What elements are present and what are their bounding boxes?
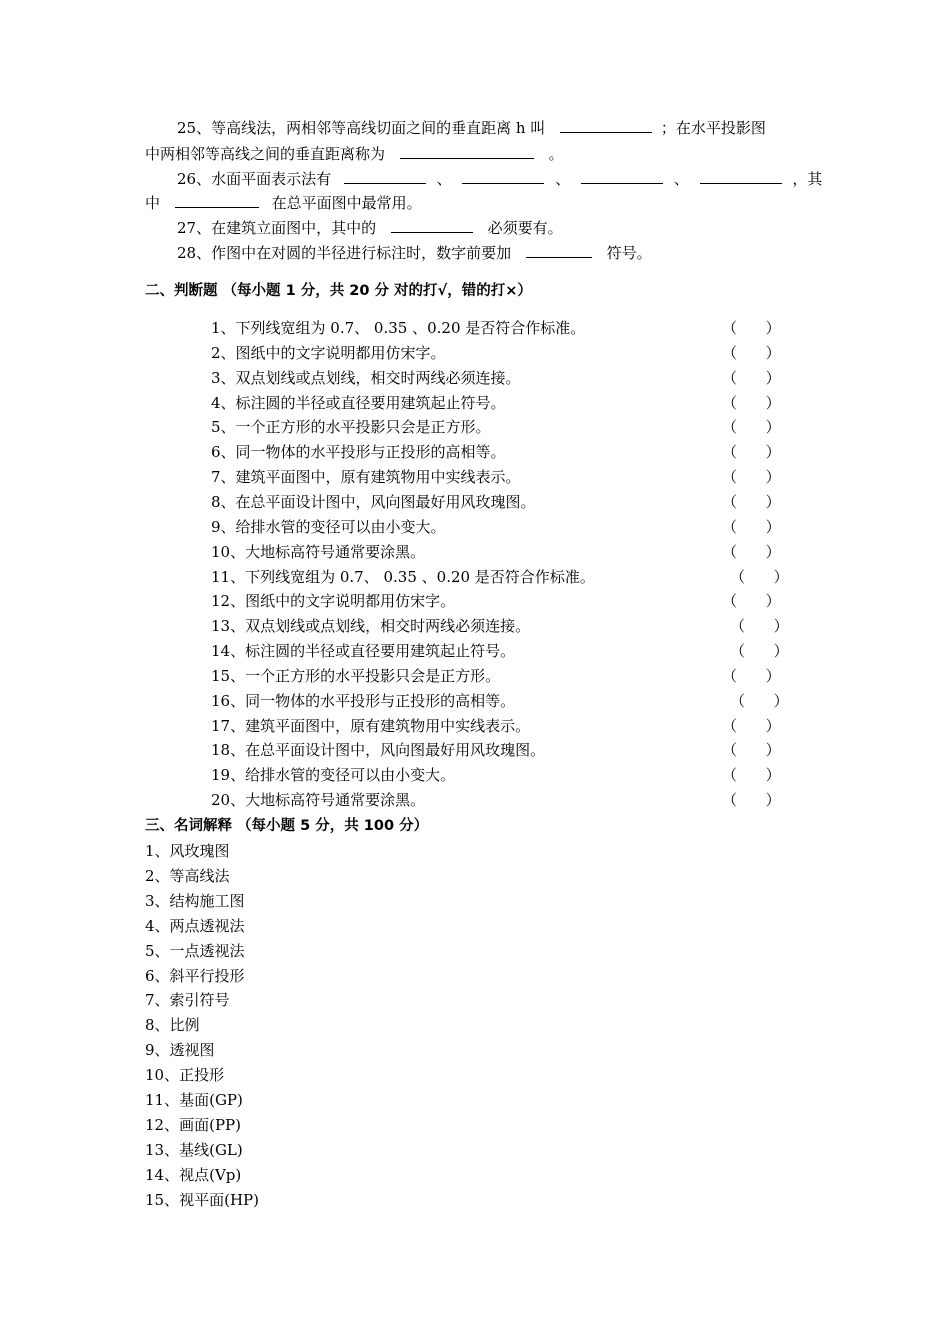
answer-parentheses[interactable]: （ ）: [722, 666, 781, 685]
answer-parentheses[interactable]: （ ）: [722, 393, 781, 412]
q28-text2: 符号。: [606, 244, 652, 262]
q25-blank2[interactable]: [400, 144, 534, 159]
q26-text2: ，其: [792, 170, 823, 188]
judgment-item: 16、同一物体的水平投形与正投形的高相等。: [211, 691, 516, 710]
judgment-item: 4、标注圆的半径或直径要用建筑起止符号。: [211, 393, 506, 412]
q26-text1: 26、水面平面表示法有: [177, 170, 332, 188]
q26-blank5[interactable]: [175, 193, 259, 208]
q26-text4: 在总平面图中最常用。: [271, 194, 422, 212]
term-item: 5、一点透视法: [145, 941, 245, 960]
answer-parentheses[interactable]: （ ）: [722, 766, 781, 785]
judgment-item: 17、建筑平面图中，原有建筑物用中实线表示。: [211, 716, 531, 735]
term-item: 10、正投形: [145, 1066, 225, 1085]
term-item: 3、结构施工图: [145, 891, 245, 910]
judgment-item: 9、给排水管的变径可以由小变大。: [211, 517, 446, 536]
q27-blank[interactable]: [391, 218, 473, 233]
judgment-item: 18、在总平面设计图中，风向图最好用风玫瑰图。: [211, 741, 546, 760]
q25-text3: 中两相邻等高线之间的垂直距离称为: [145, 145, 386, 163]
term-item: 11、基面(GP): [145, 1091, 243, 1109]
q27-text1: 27、在建筑立面图中，其中的: [177, 219, 377, 237]
judgment-item: 1、下列线宽组为 0.7、 0.35 、0.20 是否符合作标准。: [211, 319, 586, 337]
judgment-item: 13、双点划线或点划线，相交时两线必须连接。: [211, 617, 531, 636]
answer-parentheses[interactable]: （ ）: [730, 642, 789, 661]
judgment-item: 20、大地标高符号通常要涂黑。: [211, 791, 426, 810]
term-item: 14、视点(Vp): [145, 1165, 242, 1184]
q26-blank1[interactable]: [344, 169, 426, 184]
judgment-item: 10、大地标高符号通常要涂黑。: [211, 542, 426, 561]
q28-text1: 28、作图中在对圆的半径进行标注时，数字前要加: [177, 244, 512, 262]
answer-parentheses[interactable]: （ ）: [722, 343, 781, 362]
q26-sep2: 、: [555, 170, 571, 188]
term-item: 13、基线(GL): [145, 1140, 243, 1159]
judgment-item: 19、给排水管的变径可以由小变大。: [211, 766, 456, 785]
term-item: 4、两点透视法: [145, 916, 245, 935]
answer-parentheses[interactable]: （ ）: [722, 791, 781, 810]
answer-parentheses[interactable]: （ ）: [730, 567, 789, 586]
q25-text4: 。: [548, 145, 564, 163]
q28-line: [177, 243, 652, 263]
answer-parentheses[interactable]: （ ）: [722, 716, 781, 735]
term-item: 15、视平面(HP): [145, 1190, 259, 1209]
answer-parentheses[interactable]: （ ）: [722, 418, 781, 437]
answer-parentheses[interactable]: （ ）: [722, 468, 781, 487]
q25-text2: ；在水平投影图: [660, 119, 766, 137]
section2-title: 二、判断题 （每小题 1 分，共 20 分 对的打√，错的打×）: [145, 283, 532, 299]
term-item: 9、透视图: [145, 1041, 215, 1060]
judgment-item: 2、图纸中的文字说明都用仿宋字。: [211, 343, 446, 362]
term-item: 8、比例: [145, 1016, 200, 1035]
judgment-item: 5、一个正方形的水平投影只会是正方形。: [211, 418, 491, 437]
q28-blank[interactable]: [526, 243, 592, 258]
term-item: 1、风玫瑰图: [145, 842, 230, 860]
answer-parentheses[interactable]: （ ）: [722, 517, 781, 536]
term-item: 2、等高线法: [145, 866, 230, 885]
answer-parentheses[interactable]: （ ）: [722, 741, 781, 760]
answer-parentheses[interactable]: （ ）: [722, 592, 781, 611]
answer-parentheses[interactable]: （ ）: [722, 542, 781, 561]
term-item: 6、斜平行投形: [145, 966, 245, 985]
q26-sep3: 、: [673, 170, 689, 188]
judgment-item: 3、双点划线或点划线，相交时两线必须连接。: [211, 368, 521, 387]
answer-parentheses[interactable]: （ ）: [730, 617, 789, 636]
q27-text2: 必须要有。: [487, 219, 563, 237]
answer-parentheses[interactable]: （ ）: [722, 368, 781, 387]
q26-sep1: 、: [436, 170, 452, 188]
q25-line2: [145, 144, 564, 164]
q25-line1: [177, 118, 766, 138]
term-item: 12、画面(PP): [145, 1115, 241, 1134]
answer-parentheses[interactable]: （ ）: [730, 691, 789, 710]
q25-text1: 25、等高线法，两相邻等高线切面之间的垂直距离 h 叫: [177, 119, 546, 137]
judgment-item: 6、同一物体的水平投形与正投形的高相等。: [211, 443, 506, 462]
q26-text3: 中: [145, 194, 161, 212]
judgment-item: 7、建筑平面图中，原有建筑物用中实线表示。: [211, 468, 521, 487]
q26-blank4[interactable]: [700, 169, 782, 184]
judgment-item: 12、图纸中的文字说明都用仿宋字。: [211, 592, 456, 611]
q26-blank3[interactable]: [581, 169, 663, 184]
q26-line2: [145, 193, 422, 213]
section3-title: 三、名词解释 （每小题 5 分，共 100 分）: [145, 818, 429, 834]
judgment-item: 8、在总平面设计图中，风向图最好用风玫瑰图。: [211, 492, 536, 511]
q26-line1: [177, 169, 822, 189]
q26-blank2[interactable]: [462, 169, 544, 184]
q27-line: [177, 218, 563, 238]
q25-blank1[interactable]: [560, 118, 652, 133]
answer-parentheses[interactable]: （ ）: [722, 492, 781, 511]
answer-parentheses[interactable]: （ ）: [722, 443, 781, 462]
judgment-item: 11、下列线宽组为 0.7、 0.35 、0.20 是否符合作标准。: [211, 567, 595, 586]
judgment-item: 15、一个正方形的水平投影只会是正方形。: [211, 666, 501, 685]
term-item: 7、索引符号: [145, 991, 230, 1010]
answer-parentheses[interactable]: （ ）: [722, 319, 781, 337]
judgment-item: 14、标注圆的半径或直径要用建筑起止符号。: [211, 642, 516, 661]
